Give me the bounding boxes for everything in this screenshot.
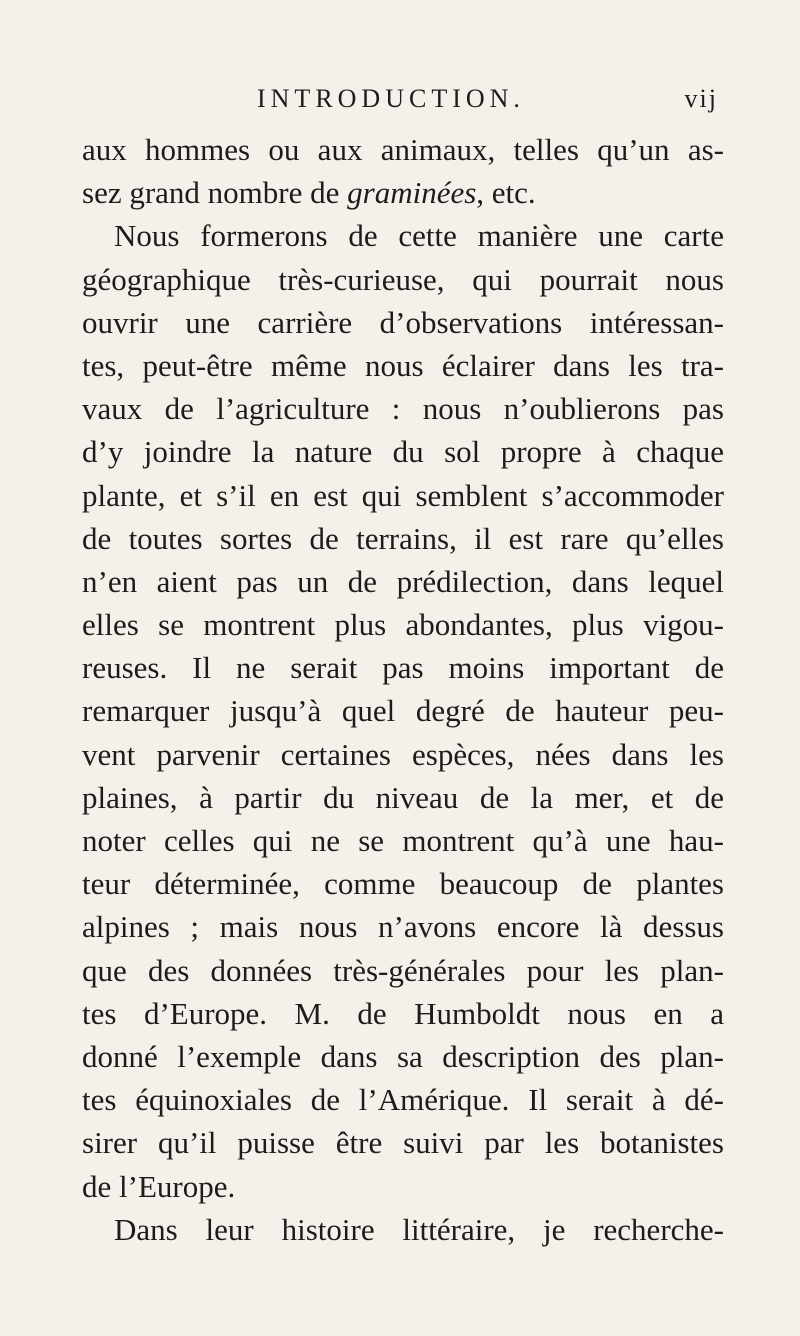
text-line: vent parvenir certaines espèces, nées dans les [82,736,724,772]
text-line: reuses. Il ne serait pas moins important de [82,650,724,686]
text-line: géographique très-curieuse, qui pourrait nous [82,261,724,297]
text-fragment: , etc. [476,175,536,211]
text-line: tes d’Europe. M. de Humboldt nous en a [82,995,724,1031]
paragraph-first-line: Nous formerons de cette manière une carte [114,218,724,254]
text-line: sirer qu’il puisse être suivi par les botanistes [82,1125,724,1161]
text-line: d’y joindre la nature du sol propre à chaque [82,434,724,470]
text-line: de l’Europe. [82,1168,236,1204]
text-line: aux hommes ou aux animaux, telles qu’un as- [82,132,724,167]
text-line: plaines, à partir du niveau de la mer, et de [82,779,724,815]
text-line: teur déterminée, comme beaucoup de plantes [82,866,724,902]
text-line: n’en aient pas un de prédilection, dans lequel [82,563,724,599]
paragraph-first-line: Dans leur histoire littéraire, je recherche- [114,1211,724,1247]
page-number: vij [684,84,718,113]
text-line: tes, peut-être même nous éclairer dans les tra- [82,347,724,383]
italic-term: graminées [347,175,477,211]
text-line [82,171,724,214]
text-line: remarquer jusqu’à quel degré de hauteur peu- [82,693,724,729]
text-line: de toutes sortes de terrains, il est rare qu’elles [82,520,724,556]
text-line: plante, et s’il en est qui semblent s’accommoder [82,477,724,513]
text-line: donné l’exemple dans sa description des plan- [82,1038,724,1074]
body-text [82,128,724,1251]
text-line: ouvrir une carrière d’observations intéressan- [82,304,724,340]
running-title: INTRODUCTION. [257,84,525,113]
text-line: elles se montrent plus abondantes, plus vigou- [82,607,724,643]
text-line: vaux de l’agriculture : nous n’oublierons pas [82,391,724,427]
text-line: tes équinoxiales de l’Amérique. Il serait à dé- [82,1082,724,1118]
text-line: que des données très-générales pour les plan- [82,952,724,988]
running-head [82,84,718,118]
text-line: alpines ; mais nous n’avons encore là dessus [82,909,724,945]
text-fragment: sez grand nombre de [82,175,348,211]
text-line: noter celles qui ne se montrent qu’à une hau- [82,823,724,858]
